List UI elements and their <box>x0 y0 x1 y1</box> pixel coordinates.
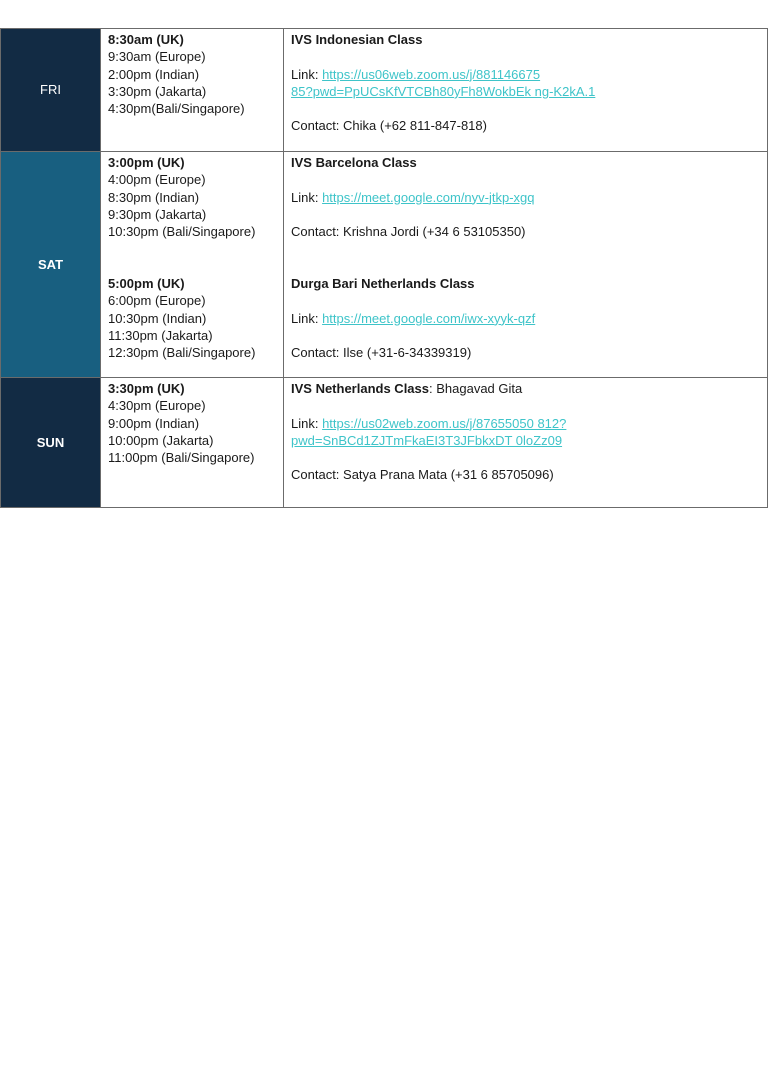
time-indian: 2:00pm (Indian) <box>108 66 200 82</box>
times-cell <box>101 29 284 152</box>
time-uk: 3:00pm (UK) <box>108 155 185 170</box>
time-jakarta: 9:30pm (Jakarta) <box>108 206 207 222</box>
time-bali-singapore: 10:30pm (Bali/Singapore) <box>108 224 256 240</box>
time-bali-singapore: 4:30pm(Bali/Singapore) <box>108 101 245 117</box>
class-title: IVS Netherlands Class <box>291 381 429 396</box>
contact-text: Contact: Ilse (+31-6-34339319) <box>291 345 472 361</box>
class-title: IVS Barcelona Class <box>291 155 417 170</box>
link-line <box>291 415 761 432</box>
class-cell <box>284 378 768 508</box>
link-line <box>291 66 761 83</box>
class-title: IVS Indonesian Class <box>291 32 423 47</box>
time-jakarta: 10:00pm (Jakarta) <box>108 432 214 448</box>
time-bali-singapore: 11:00pm (Bali/Singapore) <box>108 450 255 466</box>
class-cell <box>284 29 768 152</box>
times-cell <box>101 378 284 508</box>
time-europe: 4:00pm (Europe) <box>108 172 206 188</box>
contact-text: Contact: Chika (+62 811-847-818) <box>291 118 487 134</box>
class-cell <box>284 152 768 378</box>
day-label: SAT <box>37 256 64 272</box>
link-line <box>291 189 761 206</box>
class-title: Durga Bari Netherlands Class <box>291 276 475 292</box>
time-uk: 5:00pm (UK) <box>108 276 185 292</box>
time-europe: 4:30pm (Europe) <box>108 398 206 414</box>
day-label: SUN <box>36 434 65 450</box>
link-label: Link: <box>291 66 323 82</box>
time-europe: 6:00pm (Europe) <box>108 293 206 309</box>
link-label: Link: <box>291 310 323 326</box>
day-cell-sat <box>1 152 101 378</box>
class-subtitle: : Bhagavad Gita <box>429 381 523 396</box>
schedule-row-sat <box>1 152 768 378</box>
time-indian: 10:30pm (Indian) <box>108 310 207 326</box>
time-jakarta: 3:30pm (Jakarta) <box>108 83 207 99</box>
schedule-table <box>0 28 768 508</box>
link-label: Link: <box>291 415 323 431</box>
schedule-row-fri <box>1 29 768 152</box>
meeting-link[interactable]: https://meet.google.com/nyv-jtkp-xgq <box>322 189 535 205</box>
time-europe: 9:30am (Europe) <box>108 49 206 65</box>
class-title-line <box>291 380 761 397</box>
meeting-link[interactable]: https://meet.google.com/iwx-xyyk-qzf <box>322 310 536 326</box>
link-line <box>291 310 761 327</box>
contact-text: Contact: Satya Prana Mata (+31 6 85705096) <box>291 467 554 483</box>
time-bali-singapore: 12:30pm (Bali/Singapore) <box>108 345 256 361</box>
time-uk: 3:30pm (UK) <box>108 381 185 396</box>
schedule-row-sun <box>1 378 768 508</box>
meeting-link[interactable]: https://us06web.zoom.us/j/881146675 <box>322 66 541 82</box>
time-uk: 8:30am (UK) <box>108 32 184 47</box>
time-indian: 9:00pm (Indian) <box>108 415 200 431</box>
day-cell-sun <box>1 378 101 508</box>
meeting-link[interactable]: https://us02web.zoom.us/j/87655050 812? <box>322 415 567 431</box>
link-label: Link: <box>291 189 323 205</box>
meeting-link-continued[interactable]: pwd=SnBCd1ZJTmFkaEI3T3JFbkxDT 0loZz09 <box>291 432 563 448</box>
time-indian: 8:30pm (Indian) <box>108 189 200 205</box>
day-label: FRI <box>40 82 61 98</box>
meeting-link-continued[interactable]: 85?pwd=PpUCsKfVTCBh80yFh8WokbEk ng-K2kA.1 <box>291 83 596 99</box>
day-cell-fri <box>1 29 101 152</box>
times-cell <box>101 152 284 378</box>
time-jakarta: 11:30pm (Jakarta) <box>108 327 213 343</box>
contact-text: Contact: Krishna Jordi (+34 6 53105350) <box>291 224 526 240</box>
